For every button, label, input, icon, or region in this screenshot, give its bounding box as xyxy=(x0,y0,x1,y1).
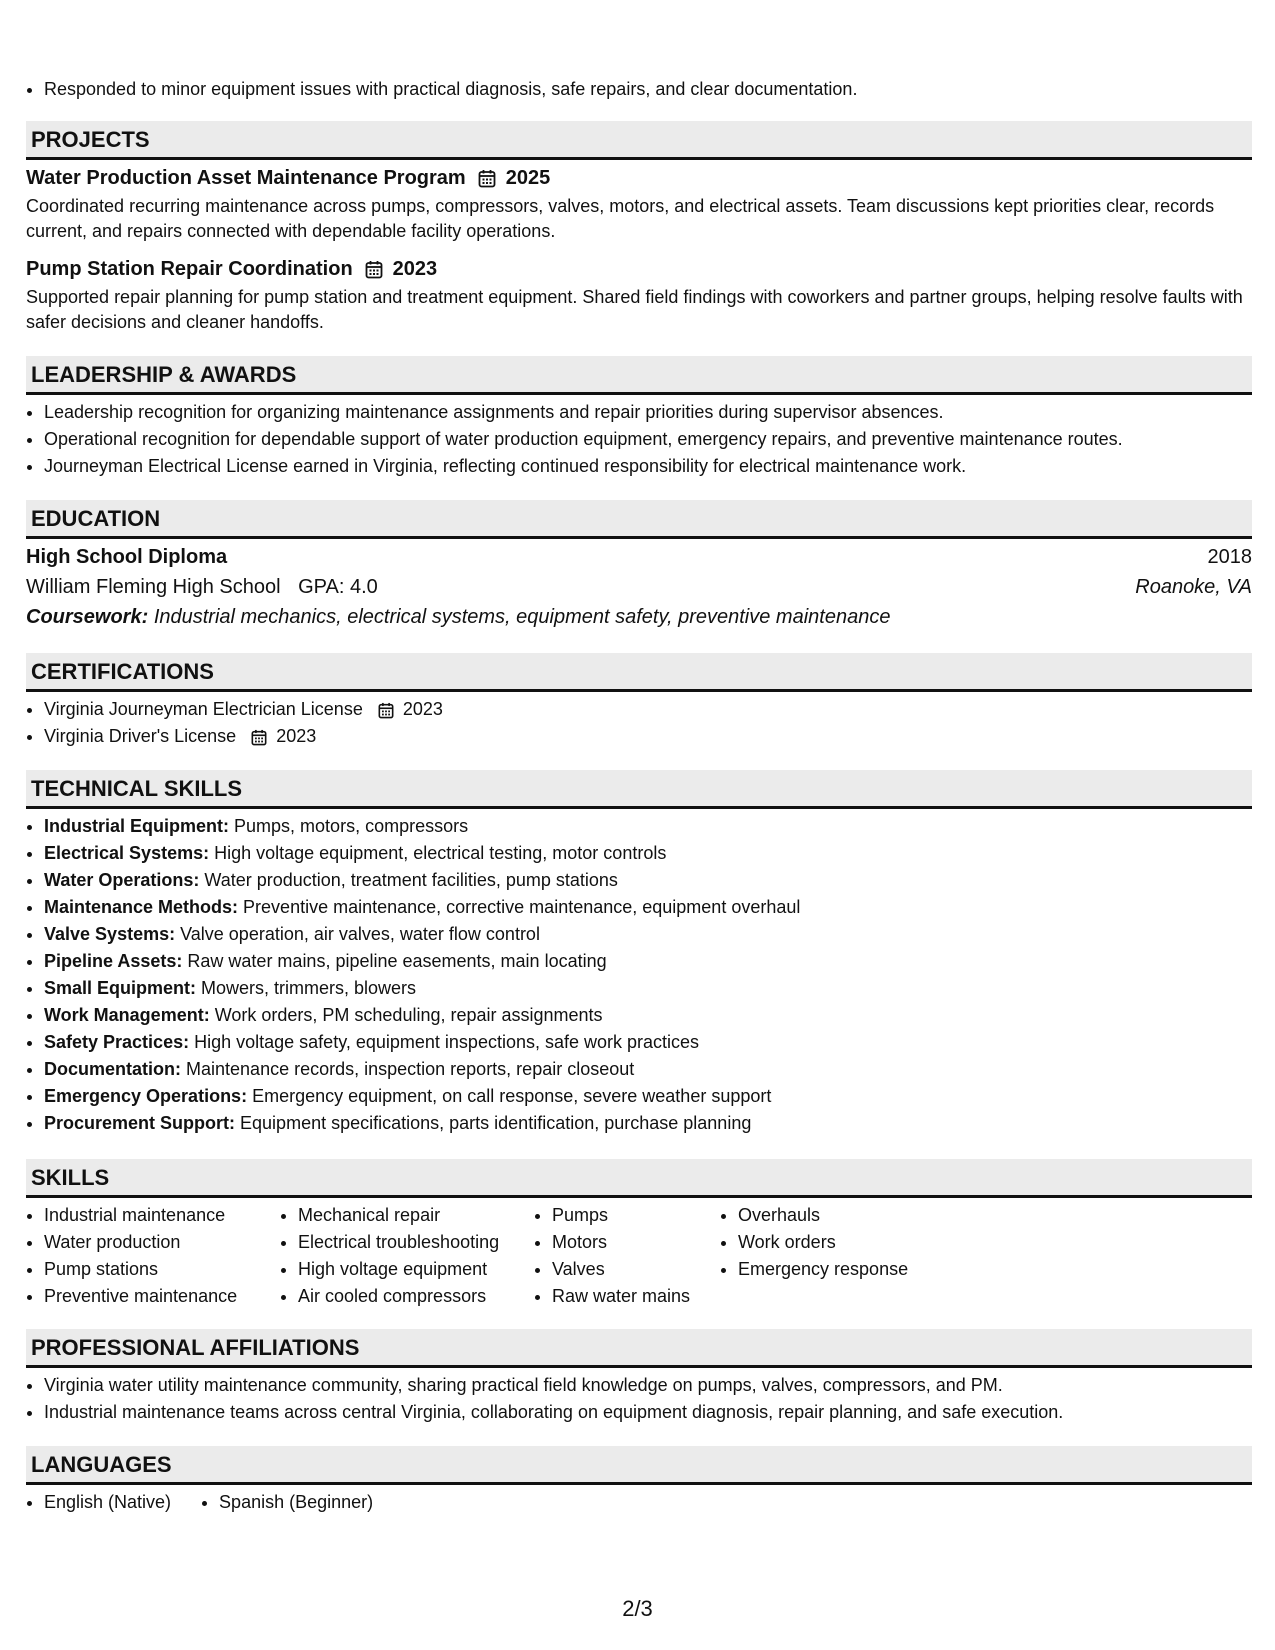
tech-skill-label: Small Equipment: xyxy=(44,978,197,998)
tech-skill-label: Pipeline Assets: xyxy=(44,951,183,971)
tech-skill-text: Work orders, PM scheduling, repair assignments xyxy=(214,1005,603,1025)
project-year: 2023 xyxy=(392,258,438,280)
coursework-row xyxy=(26,602,1252,632)
language-item: • English (Native) xyxy=(44,1489,171,1516)
tech-skill-label: Work Management: xyxy=(44,1005,210,1025)
coursework-label: Coursework: xyxy=(26,606,149,628)
tech-skill-label: Valve Systems: xyxy=(44,924,176,944)
list-item: • Journeyman Electrical License earned in Virginia, reflecting continued responsibility for electrical maintenance work. xyxy=(44,453,1252,480)
calendar-icon xyxy=(251,729,267,746)
list-item: • Air cooled compressors xyxy=(298,1283,534,1310)
list-item: • Operational recognition for dependable support of water production equipment, emergency repairs, and preventive maintenance routes. xyxy=(44,426,1252,453)
calendar-icon xyxy=(378,702,394,719)
tech-skill-item xyxy=(44,867,1252,894)
list-item: • Leadership recognition for organizing maintenance assignments and repair priorities during supervisor absences. xyxy=(44,399,1252,426)
list-item: • Preventive maintenance xyxy=(44,1283,280,1310)
gpa: GPA: 4.0 xyxy=(298,576,378,598)
section-heading-projects: PROJECTS xyxy=(26,121,1252,160)
tech-skill-label: Procurement Support: xyxy=(44,1113,236,1133)
tech-skill-label: Maintenance Methods: xyxy=(44,897,239,917)
list-item: • Mechanical repair xyxy=(298,1202,534,1229)
tech-skill-text: Pumps, motors, compressors xyxy=(234,816,469,836)
section-heading-languages: LANGUAGES xyxy=(26,1446,1252,1485)
cert-name: Virginia Driver's License xyxy=(44,726,237,746)
degree: High School Diploma xyxy=(26,546,228,568)
skills-column xyxy=(534,1202,720,1310)
tech-skill-label: Documentation: xyxy=(44,1059,181,1079)
tech-skill-label: Industrial Equipment: xyxy=(44,816,230,836)
page-number: 2/3 xyxy=(622,1596,653,1621)
tech-skill-text: Raw water mains, pipeline easements, main locating xyxy=(187,951,607,971)
list-item: • Motors xyxy=(552,1229,720,1256)
tech-skill-label: Electrical Systems: xyxy=(44,843,210,863)
skills-grid xyxy=(26,1202,1252,1310)
education-row xyxy=(26,542,1252,572)
languages-row xyxy=(26,1489,1252,1516)
list-item: • Electrical troubleshooting xyxy=(298,1229,534,1256)
section-heading-education: EDUCATION xyxy=(26,500,1252,539)
education-year: 2018 xyxy=(1207,546,1252,568)
list-item: • Pumps xyxy=(552,1202,720,1229)
project-year: 2025 xyxy=(505,167,551,189)
tech-skill-item xyxy=(44,840,1252,867)
calendar-icon xyxy=(365,260,383,279)
section-heading-leadership: LEADERSHIP & AWARDS xyxy=(26,356,1252,395)
tech-skill-item xyxy=(44,921,1252,948)
tech-skill-item xyxy=(44,813,1252,840)
tech-skill-text: Maintenance records, inspection reports, repair closeout xyxy=(186,1059,635,1079)
section-heading-affiliations: PROFESSIONAL AFFILIATIONS xyxy=(26,1329,1252,1368)
language-item: • Spanish (Beginner) xyxy=(219,1489,373,1516)
education-section xyxy=(26,500,1252,632)
project-description: Supported repair planning for pump station and treatment equipment. Shared field findings with coworkers and partner groups, helping resolve faults with safer decisions and cleaner handoffs. xyxy=(26,287,1243,332)
tech-skill-item xyxy=(44,1002,1252,1029)
tech-skill-item xyxy=(44,894,1252,921)
tech-skill-text: Equipment specifications, parts identification, purchase planning xyxy=(240,1113,752,1133)
education-row xyxy=(26,572,1252,602)
project-description: Coordinated recurring maintenance across pumps, compressors, valves, motors, and electrical assets. Team discussions kept priorities clear, records current, and repairs connected with dependable facility operations. xyxy=(26,196,1215,241)
project-title: Pump Station Repair Coordination xyxy=(26,258,353,280)
list-item: • Pump stations xyxy=(44,1256,280,1283)
tech-skill-text: Mowers, trimmers, blowers xyxy=(201,978,417,998)
tech-skill-text: High voltage safety, equipment inspections, safe work practices xyxy=(194,1032,700,1052)
list-item: • Valves xyxy=(552,1256,720,1283)
skills-column xyxy=(26,1202,280,1310)
tech-skill-text: Water production, treatment facilities, pump stations xyxy=(204,870,618,890)
cert-year: 2023 xyxy=(402,699,443,719)
list-item: • Work orders xyxy=(738,1229,958,1256)
list-item: • Raw water mains xyxy=(552,1283,720,1310)
project-item xyxy=(26,256,1252,335)
skills-column xyxy=(280,1202,534,1310)
section-heading-technical-skills: TECHNICAL SKILLS xyxy=(26,770,1252,809)
list-item: • Emergency response xyxy=(738,1256,958,1283)
list-item: • Responded to minor equipment issues with practical diagnosis, safe repairs, and clear documentation. xyxy=(44,76,1252,103)
project-title: Water Production Asset Maintenance Program xyxy=(26,167,466,189)
leadership-section xyxy=(26,356,1252,480)
tech-skill-label: Water Operations: xyxy=(44,870,200,890)
affiliations-section xyxy=(26,1329,1252,1426)
calendar-icon xyxy=(478,169,496,188)
list-item: • Industrial maintenance teams across central Virginia, collaborating on equipment diagnosis, repair planning, and safe execution. xyxy=(44,1399,1252,1426)
project-item xyxy=(26,165,1252,244)
cert-name: Virginia Journeyman Electrician License xyxy=(44,699,363,719)
top-continuation xyxy=(26,76,1252,103)
languages-section xyxy=(26,1446,1252,1516)
cert-item xyxy=(44,723,1252,750)
project-title-row xyxy=(26,165,1252,191)
cert-year: 2023 xyxy=(276,726,317,746)
list-item: • Virginia water utility maintenance community, sharing practical field knowledge on pumps, valves, compressors, and PM. xyxy=(44,1372,1252,1399)
skills-column xyxy=(720,1202,958,1310)
tech-skill-label: Safety Practices: xyxy=(44,1032,190,1052)
education-location: Roanoke, VA xyxy=(1135,576,1252,598)
section-heading-certifications: CERTIFICATIONS xyxy=(26,653,1252,692)
certifications-section xyxy=(26,653,1252,750)
projects-section xyxy=(26,121,1252,335)
tech-skill-text: Preventive maintenance, corrective maintenance, equipment overhaul xyxy=(243,897,801,917)
section-heading-skills: SKILLS xyxy=(26,1159,1252,1198)
tech-skill-text: High voltage equipment, electrical testing, motor controls xyxy=(214,843,667,863)
coursework: Industrial mechanics, electrical systems, equipment safety, preventive maintenance xyxy=(153,606,891,628)
list-item: • Overhauls xyxy=(738,1202,958,1229)
cert-item xyxy=(44,696,1252,723)
tech-skill-label: Emergency Operations: xyxy=(44,1086,248,1106)
technical-skills-section xyxy=(26,770,1252,1137)
tech-skill-item xyxy=(44,975,1252,1002)
tech-skill-item xyxy=(44,948,1252,975)
tech-skill-text: Valve operation, air valves, water flow control xyxy=(180,924,540,944)
school-name: William Fleming High School xyxy=(26,576,281,598)
tech-skill-item xyxy=(44,1083,1252,1110)
list-item: • Water production xyxy=(44,1229,280,1256)
tech-skill-text: Emergency equipment, on call response, severe weather support xyxy=(252,1086,772,1106)
list-item: • High voltage equipment xyxy=(298,1256,534,1283)
list-item: • Industrial maintenance xyxy=(44,1202,280,1229)
tech-skill-item xyxy=(44,1110,1252,1137)
skills-section xyxy=(26,1159,1252,1310)
tech-skill-item xyxy=(44,1029,1252,1056)
tech-skill-item xyxy=(44,1056,1252,1083)
project-title-row xyxy=(26,256,1252,282)
